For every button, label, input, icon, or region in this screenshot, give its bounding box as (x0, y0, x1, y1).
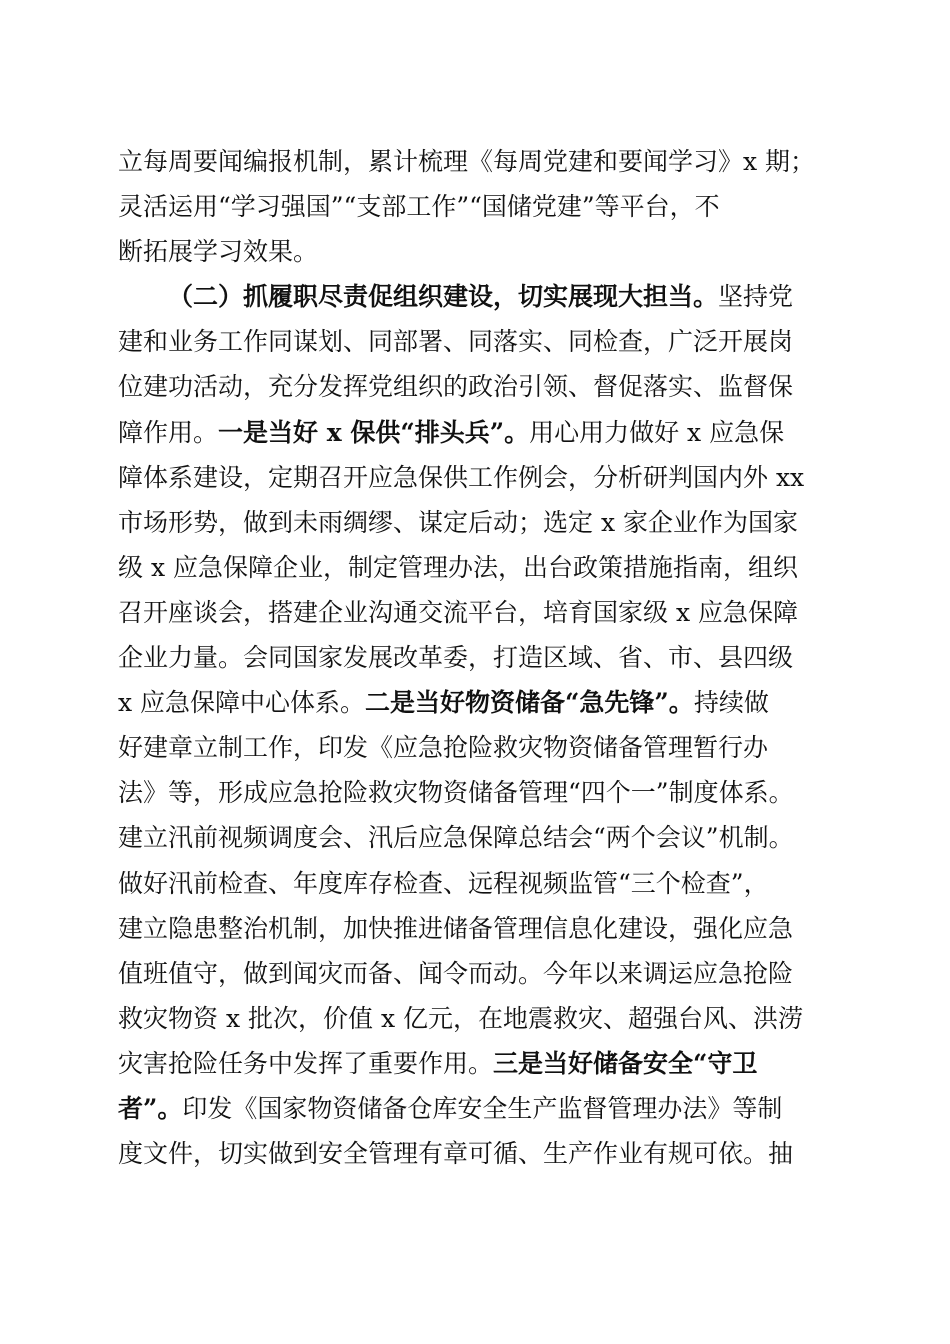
document-line (118, 545, 838, 590)
text-segment: 建和业务工作同谋划、同部署、同落实、同检查，广泛开展岗 (118, 327, 794, 357)
document-line (118, 1086, 838, 1131)
document-line (118, 680, 838, 725)
text-segment: 断拓展学习效果。 (118, 237, 319, 267)
text-segment: 障作用。 (118, 417, 219, 447)
bold-text-segment: 一是当好 x 保供“排头兵”。 (218, 417, 530, 447)
document-line (118, 770, 838, 815)
bold-text-segment: 二是当好物资储备“急先锋”。 (365, 688, 694, 718)
document-line (118, 815, 838, 860)
text-segment: x 应急保障中心体系。 (118, 688, 366, 718)
document-line (118, 1041, 838, 1086)
text-segment: 用心用力做好 x 应急保 (529, 417, 785, 447)
text-segment: 印发《国家物资储备仓库安全生产监督管理办法》等制 (182, 1093, 783, 1123)
document-line (118, 951, 838, 996)
text-segment: 召开座谈会，搭建企业沟通交流平台，培育国家级 x 应急保障 (118, 597, 798, 627)
document-line (118, 319, 838, 364)
text-segment: 好建章立制工作，印发《应急抢险救灾物资储备管理暂行办 (118, 733, 769, 763)
document-line (118, 410, 838, 455)
text-segment: 灾害抢险任务中发挥了重要作用。 (118, 1048, 494, 1078)
document-line (118, 635, 838, 680)
document-line (118, 996, 838, 1041)
text-segment: 建立汛前视频调度会、汛后应急保障总结会“两个会议”机制。 (118, 823, 794, 853)
text-segment: 灵活运用“学习强国”“支部工作”“国储党建”等平台，不 (118, 192, 720, 222)
text-segment: 法》等，形成应急抢险救灾物资储备管理“四个一”制度体系。 (118, 778, 794, 808)
text-segment: 级 x 应急保障企业，制定管理办法，出台政策措施指南，组织 (118, 552, 798, 582)
text-segment: 救灾物资 x 批次，价值 x 亿元，在地震救灾、超强台风、洪涝 (118, 1003, 803, 1033)
text-segment: 市场形势，做到未雨绸缪、谋定后动；选定 x 家企业作为国家 (118, 507, 798, 537)
bold-text-segment: 者”。 (118, 1093, 183, 1123)
document-line (118, 229, 838, 274)
document-body (118, 139, 838, 1176)
document-line (118, 1131, 838, 1176)
document-line (118, 274, 838, 319)
text-segment: 建立隐患整治机制，加快推进储备管理信息化建设，强化应急 (118, 913, 794, 943)
text-segment: 做好汛前检查、年度库存检查、远程视频监管“三个检查”， (118, 868, 769, 898)
text-segment: 坚持党 (718, 282, 794, 312)
text-segment: 位建功活动，充分发挥党组织的政治引领、督促落实、监督保 (118, 372, 794, 402)
text-segment: 企业力量。会同国家发展改革委，打造区域、省、市、县四级 (118, 643, 794, 673)
document-line (118, 725, 838, 770)
document-line (118, 906, 838, 951)
text-segment: 障体系建设，定期召开应急保供工作例会，分析研判国内外 xx (118, 462, 805, 492)
document-line (118, 364, 838, 409)
document-line (118, 861, 838, 906)
text-segment: 值班值守，做到闻灾而备、闻令而动。今年以来调运应急抢险 (118, 958, 794, 988)
document-line (118, 184, 838, 229)
bold-text-segment: 三是当好储备安全“守卫 (493, 1048, 758, 1078)
text-segment: 持续做 (693, 688, 769, 718)
document-line (118, 455, 838, 500)
document-line (118, 139, 838, 184)
bold-text-segment: （二）抓履职尽责促组织建设，切实展现大担当。 (168, 282, 719, 312)
document-line (118, 590, 838, 635)
text-segment: 立每周要闻编报机制，累计梳理《每周党建和要闻学习》x 期； (118, 147, 816, 176)
document-line (118, 500, 838, 545)
text-segment: 度文件，切实做到安全管理有章可循、生产作业有规可依。抽 (118, 1139, 794, 1169)
